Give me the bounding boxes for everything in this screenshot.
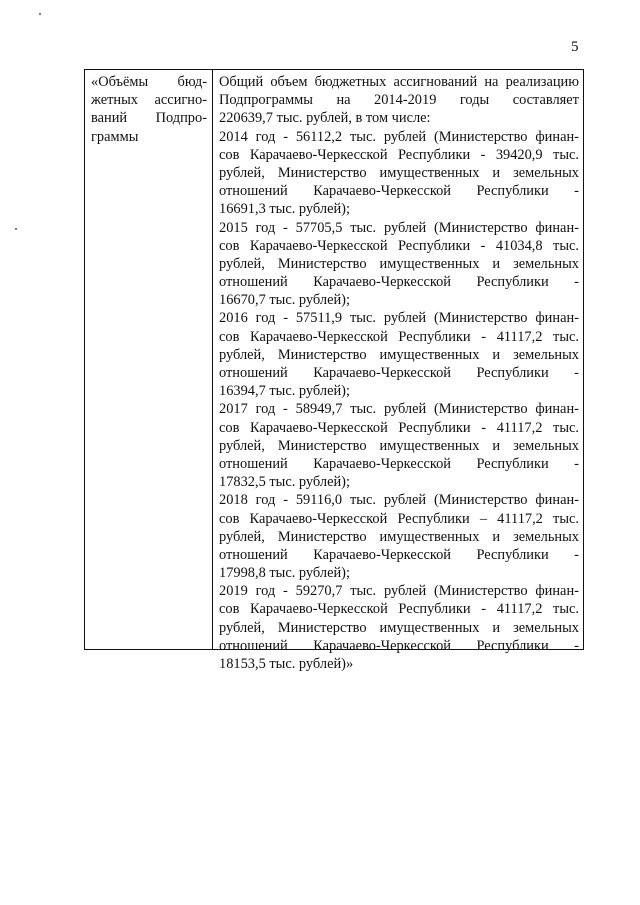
word: - <box>481 601 487 618</box>
word: имущественных <box>379 619 480 636</box>
word: граммы <box>91 128 139 145</box>
word: Республики <box>398 419 471 436</box>
scan-mark-top <box>39 13 41 15</box>
year-entry-line <box>219 255 579 273</box>
year-entry-line <box>219 309 579 327</box>
word: тыс. <box>553 237 579 254</box>
word: Министерство <box>277 528 367 545</box>
word: и <box>492 255 501 272</box>
year-entry-line <box>219 655 579 673</box>
word: рублей <box>383 401 427 418</box>
word: тыс. <box>350 219 377 236</box>
word: отношений <box>219 546 288 563</box>
scan-mark-left <box>15 228 17 230</box>
word: Республики <box>476 365 549 381</box>
word: финан- <box>535 401 579 418</box>
word: и <box>492 528 501 545</box>
year-entry-line <box>219 128 579 146</box>
word: тыс. <box>553 328 579 345</box>
word: Карачаево-Черкесской <box>249 237 388 254</box>
word: Карачаево-Черкесской <box>250 419 388 436</box>
word: 2014-2019 <box>374 92 437 109</box>
word: имущественных <box>379 346 480 363</box>
word: Республики <box>476 637 549 654</box>
word: (Министерство <box>433 492 528 509</box>
year-entry-line <box>219 364 579 382</box>
word: тыс. <box>553 510 579 527</box>
word: рублей, <box>219 528 265 545</box>
word: сов <box>219 237 240 254</box>
word: 59116,0 <box>295 492 343 509</box>
word: Республики <box>398 601 471 618</box>
word: - <box>574 183 579 200</box>
word: 17998,8 тыс. рублей); <box>219 565 350 582</box>
word: имущественных <box>379 255 480 272</box>
word: год <box>255 219 276 236</box>
word: «Объёмы <box>91 74 149 90</box>
word: тыс. <box>553 146 579 163</box>
word: 41034,8 <box>495 237 543 254</box>
word: и <box>492 346 501 363</box>
word: тыс. <box>350 401 377 418</box>
word: на <box>484 74 499 90</box>
year-entry-line <box>219 600 579 618</box>
word: ассигнований <box>393 74 478 90</box>
word: 41117,2 <box>496 419 543 436</box>
year-entry-line <box>219 637 579 655</box>
word: рублей, <box>219 255 265 272</box>
word: земельных <box>513 619 579 636</box>
year-entry-line <box>219 419 579 437</box>
word: Министерство <box>277 619 367 636</box>
word: тыс. <box>349 128 376 145</box>
word: Республики <box>397 237 471 254</box>
word: 41117,2 <box>496 328 543 345</box>
word: Карачаево-Черкесской <box>313 637 451 654</box>
word: 2016 <box>219 310 248 327</box>
word: тыс. <box>553 601 579 618</box>
year-entry-line <box>219 164 579 182</box>
word: 2017 <box>219 401 248 418</box>
word: 18153,5 тыс. рублей)» <box>219 656 354 672</box>
word: на <box>336 92 351 109</box>
word: Карачаево-Черкесской <box>313 365 451 381</box>
word: тыс. <box>553 419 579 436</box>
word: - <box>283 128 288 145</box>
word: 2014 <box>219 128 248 145</box>
year-entry-line <box>219 473 579 491</box>
word: Подпрограммы <box>219 92 313 109</box>
year-entry-line <box>219 146 579 164</box>
word: - <box>283 401 288 418</box>
word: рублей, <box>219 437 265 454</box>
year-entry-line <box>219 382 579 400</box>
word: ваний <box>91 110 128 127</box>
word: и <box>492 619 501 636</box>
word: - <box>574 637 579 654</box>
word: год <box>255 492 276 509</box>
intro-line <box>219 91 579 109</box>
year-entry-line <box>219 546 579 564</box>
year-entry-line <box>219 200 579 218</box>
intro-line <box>219 109 579 127</box>
label-line <box>91 91 207 109</box>
year-entry-line <box>219 619 579 637</box>
word: годы <box>459 92 490 109</box>
word: 58949,7 <box>295 401 343 418</box>
word: Карачаево-Черкесской <box>249 146 388 163</box>
word: тыс. <box>349 310 376 327</box>
word: сов <box>219 601 240 618</box>
word: год <box>255 401 276 418</box>
word: составляет <box>512 92 579 109</box>
word: имущественных <box>379 528 480 545</box>
word: Министерство <box>277 437 367 454</box>
word: имущественных <box>379 437 480 454</box>
word: сов <box>219 510 240 527</box>
word: 41117,2 <box>496 601 543 618</box>
word: Республики <box>476 455 549 472</box>
word: - <box>574 546 579 563</box>
word: Карачаево-Черкесской <box>313 455 451 472</box>
word: - <box>574 365 579 381</box>
word: финан- <box>535 310 579 327</box>
intro-line <box>219 73 579 91</box>
year-entry-line <box>219 564 579 582</box>
word: - <box>574 274 579 291</box>
table-content-cell <box>219 73 579 673</box>
word: Министерство <box>277 164 367 181</box>
word: Карачаево-Черкесской <box>313 274 451 291</box>
label-line <box>91 128 207 146</box>
word: отношений <box>219 455 288 472</box>
word: и <box>492 437 501 454</box>
word: 16691,3 тыс. рублей); <box>219 201 350 218</box>
word: земельных <box>513 437 579 454</box>
word: - <box>480 146 486 163</box>
word: Общий <box>219 74 264 90</box>
word: имущественных <box>379 164 480 181</box>
word: Республики <box>397 510 470 527</box>
word: отношений <box>219 274 288 291</box>
budget-table <box>84 69 584 672</box>
label-line <box>91 109 207 127</box>
word: отношений <box>219 637 288 654</box>
year-entry-line <box>219 510 579 528</box>
year-entry-line <box>219 346 579 364</box>
word: тыс. <box>350 583 377 600</box>
word: финан- <box>535 583 579 600</box>
word: 41117,2 <box>497 510 543 527</box>
word: 59270,7 <box>295 583 343 600</box>
word: объем <box>270 74 308 90</box>
word: и <box>492 164 501 181</box>
word: 39420,9 <box>495 146 543 163</box>
word: - <box>283 492 288 509</box>
word: сов <box>219 419 240 436</box>
word: (Министерство <box>434 219 528 236</box>
word: 2019 <box>219 583 248 600</box>
year-entry-line <box>219 582 579 600</box>
word: - <box>283 310 288 327</box>
word: Карачаево-Черкесской <box>313 546 451 563</box>
word: земельных <box>513 255 579 272</box>
year-entry-line <box>219 237 579 255</box>
word: сов <box>219 146 240 163</box>
year-entry-line <box>219 219 579 237</box>
word: Республики <box>476 546 549 563</box>
word: Карачаево-Черкесской <box>250 601 388 618</box>
column-divider <box>212 70 213 649</box>
word: рублей, <box>219 346 265 363</box>
word: 16394,7 тыс. рублей); <box>219 383 350 400</box>
word: финан- <box>535 492 579 509</box>
year-entry-line <box>219 437 579 455</box>
word: бюджетных <box>314 74 387 90</box>
word: Подпро- <box>155 110 207 127</box>
word: Республики <box>397 146 471 163</box>
word: земельных <box>513 346 579 363</box>
word: - <box>283 583 288 600</box>
word: Карачаево-Черкесской <box>249 510 388 527</box>
word: 57511,9 <box>295 310 343 327</box>
word: рублей <box>383 492 427 509</box>
word: жетных <box>91 92 138 109</box>
year-entry-line <box>219 291 579 309</box>
year-entry-line <box>219 182 579 200</box>
word: 56112,2 <box>295 128 343 145</box>
word: рублей <box>383 128 427 145</box>
word: рублей, <box>219 164 265 181</box>
word: - <box>481 328 487 345</box>
label-line <box>91 73 207 91</box>
word: Карачаево-Черкесской <box>313 183 451 200</box>
word: финан- <box>535 128 579 145</box>
word: (Министерство <box>433 310 528 327</box>
word: Республики <box>476 183 549 200</box>
word: бюд- <box>177 74 207 90</box>
word: рублей <box>383 310 427 327</box>
word: 220639,7 тыс. рублей, в том числе: <box>219 110 431 127</box>
word: (Министерство <box>434 401 528 418</box>
word: 17832,5 тыс. рублей); <box>219 474 350 491</box>
word: Министерство <box>277 255 367 272</box>
word: 2018 <box>219 492 248 509</box>
word: 16670,7 тыс. рублей); <box>219 292 350 309</box>
word: отношений <box>219 183 288 200</box>
year-entry-line <box>219 400 579 418</box>
word: рублей, <box>219 619 265 636</box>
word: 57705,5 <box>295 219 343 236</box>
year-entry-line <box>219 328 579 346</box>
word: - <box>481 419 487 436</box>
word: (Министерство <box>434 583 528 600</box>
word: реализацию <box>505 74 579 90</box>
word: - <box>574 455 579 472</box>
year-entry-line <box>219 273 579 291</box>
word: 2015 <box>219 219 248 236</box>
word: – <box>479 510 488 527</box>
word: год <box>255 128 276 145</box>
word: год <box>255 583 276 600</box>
word: (Министерство <box>433 128 528 145</box>
word: год <box>255 310 276 327</box>
word: рублей <box>383 219 427 236</box>
word: тыс. <box>349 492 376 509</box>
year-entry-line <box>219 491 579 509</box>
year-entry-line <box>219 528 579 546</box>
word: земельных <box>513 528 579 545</box>
word: финан- <box>535 219 579 236</box>
word: Министерство <box>277 346 367 363</box>
word: - <box>283 219 288 236</box>
year-entry-line <box>219 455 579 473</box>
word: Республики <box>398 328 471 345</box>
word: земельных <box>513 164 579 181</box>
word: - <box>480 237 486 254</box>
word: Республики <box>476 274 549 291</box>
word: ассигно- <box>154 92 207 109</box>
word: Карачаево-Черкесской <box>250 328 388 345</box>
table-label-cell <box>91 73 207 146</box>
word: отношений <box>219 365 288 381</box>
page-number: 5 <box>571 39 579 55</box>
word: сов <box>219 328 240 345</box>
word: рублей <box>383 583 427 600</box>
